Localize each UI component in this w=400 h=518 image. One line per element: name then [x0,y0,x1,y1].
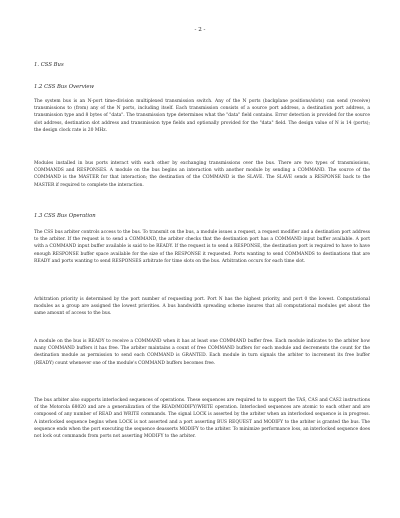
paragraph-interlocked-sequences: The bus arbiter also supports interlocked sequences of operations. These sequences are required to to support the TAS, CAS and CAS2 instructions of the Motorola 68020 and are a generalization of the READ/MODIFY/WRITE operation. Interlocked sequences are atomic to each other and are composed of any number of READ and WRITE commands. The signal LOCK is asserted by the arbiter when an interlocked sequence is in progress. A interlocked sequence begins when LOCK is not asserted and a port asserting BUS REQUEST and MODIFY to the arbiter is granted the bus. The sequence ends when the port executing the sequence deasserts MODIFY to the arbiter. To minimize performance loss, an interlocked sequence does not lock out commands from ports not asserting MODIFY to the arbiter. [34,398,370,440]
paragraph-transmissions: Modules installed in bus ports interact with each other by exchanging transmissions over the bus. There are two types of transmissions, COMMANDS and RESPONSES. A module on the bus begins an interaction with another module by sending a COMMAND. The source of the COMMAND is the MASTER for that interaction; the destination of the COMMAND is the SLAVE. The SLAVE sends a RESPONSE back to the MASTER if required to complete the interaction. [34,161,370,188]
section-heading-bus-overview: 1.2 CSS Bus Overview [34,84,95,90]
section-heading-css-bus: 1. CSS Bus [34,62,64,68]
paragraph-arbitration-priority: Arbitration priority is determined by the port number of requesting port. Port N has the highest priority, and port 0 the lowest. Computational modules as a group are assigned the lowest priorities. A bus bandwidth spreading scheme insures that all computational modules get about the same amount of access to the bus. [34,297,370,317]
paragraph-bus-description: The system bus is an N-port time-division multiplexed transmission switch. Any of the N ports (backplane positions/slots) can send (receive) transmissions to (from) any of the N ports, including itself. Each transmission consists of a source port address, a destination port address, a transmission type and 8 bytes of "data". The transmission type determines what the "data" field contains. Error detection is provided for the source slot address, destination slot address and transmission type fields and optionally provided for the "data" field. The design value of N is 14 (ports); the design clock rate is 20 MHz. [34,99,370,133]
paragraph-ready-buffers: A module on the bus is READY to receive a COMMAND when it has at least one COMMAND buffer free. Each module indicates to the arbiter how many COMMAND buffers it has free. The arbiter maintains a count of free COMMAND buffers for each module and decrements the count for the destination module as permission to send each COMMAND is GRANTED. Each module in turn signals the arbiter to increment its free buffer (READY) count whenever one of the module's COMMAND buffers becomes free. [34,339,370,366]
page-number: - 2 - [194,27,206,33]
section-heading-bus-operation: 1.3 CSS Bus Operation [34,213,96,219]
paragraph-arbiter-access: The CSS bus arbiter controls access to the bus. To transmit on the bus, a module issues a request, a request modifier and a destination port address to the arbiter. If the request is to send a COMMAND, the arbiter checks that the destination port has a COMMAND input buffer available. A port with a COMMAND input buffer available is said to be READY. If the request is to send a RESPONSE, the destination port is required to have to have enough RESPONSE buffer space available for the size of the RESPONSE it requested. Ports wanting to send COMMANDS to destinations that are READY and ports wanting to send RESPONSES arbitrate for time slots on the bus. Arbitration occurs for each time slot. [34,230,370,264]
